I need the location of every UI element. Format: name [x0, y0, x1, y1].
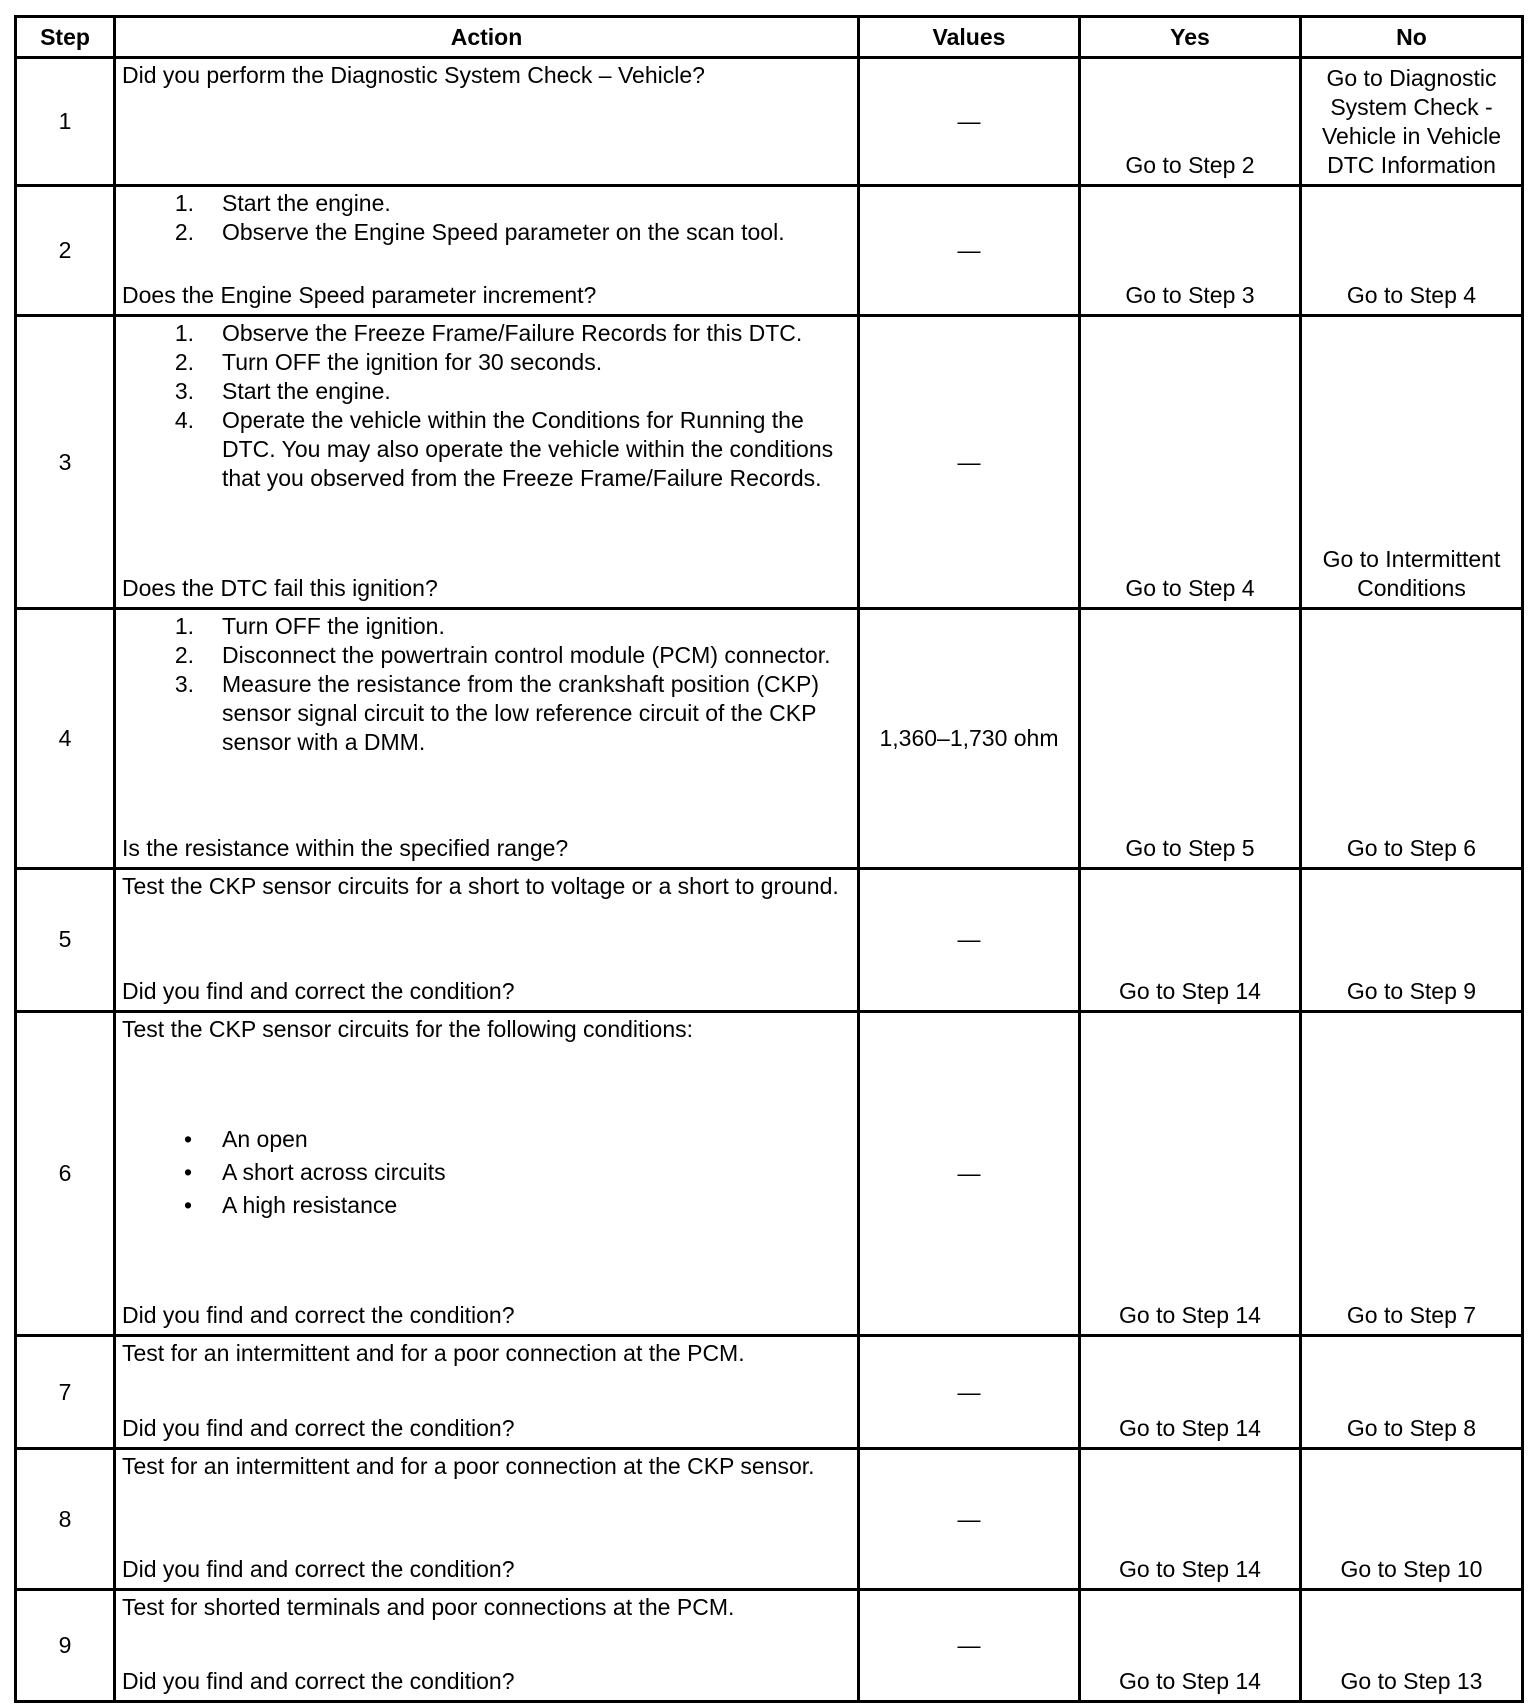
action-question: Did you find and correct the condition? — [122, 1556, 515, 1583]
step-index: 2. — [174, 219, 194, 246]
step-text: Observe the Freeze Frame/Failure Records for this DTC. — [222, 320, 803, 347]
action-question: Did you find and correct the condition? — [122, 1668, 515, 1694]
step-number: 3 — [16, 316, 115, 609]
action-steps — [122, 189, 851, 247]
values-cell: — — [859, 1336, 1080, 1449]
action-question: Does the DTC fail this ignition? — [122, 575, 438, 602]
list-item — [122, 1156, 851, 1189]
action-step — [122, 319, 851, 348]
header-yes: Yes — [1080, 17, 1301, 58]
table-row — [16, 869, 1523, 1011]
action-question: Does the Engine Speed parameter increment? — [122, 282, 597, 309]
action-step — [122, 612, 851, 641]
no-cell: Go to Step 4 — [1301, 186, 1523, 316]
action-step — [122, 189, 851, 218]
step-number: 2 — [16, 186, 115, 316]
step-text: Disconnect the powertrain control module (PCM) connector. — [222, 642, 831, 669]
action-cell — [115, 869, 859, 1011]
step-index: 3. — [174, 378, 194, 405]
table-row — [16, 1011, 1523, 1336]
step-index: 1. — [174, 613, 194, 640]
action-text: Test for an intermittent and for a poor connection at the PCM. — [122, 1340, 745, 1367]
step-number: 1 — [16, 58, 115, 186]
step-index: 1. — [174, 320, 194, 347]
action-step — [122, 377, 851, 406]
action-cell — [115, 316, 859, 609]
bullet-icon: • — [183, 1125, 192, 1152]
no-cell: Go to Step 6 — [1301, 609, 1523, 869]
bullet-icon: • — [183, 1191, 192, 1218]
table-row — [16, 1590, 1523, 1702]
action-cell — [115, 1336, 859, 1449]
list-item-text: A high resistance — [222, 1191, 398, 1218]
values-cell: 1,360–1,730 ohm — [859, 609, 1080, 869]
yes-cell: Go to Step 14 — [1080, 1336, 1301, 1449]
step-text: Turn OFF the ignition for 30 seconds. — [222, 349, 603, 376]
step-number: 8 — [16, 1448, 115, 1589]
no-cell: Go to Diagnostic System Check - Vehicle in Vehicle DTC Information — [1301, 58, 1523, 186]
no-cell: Go to Step 7 — [1301, 1011, 1523, 1336]
table-row — [16, 1448, 1523, 1589]
step-index: 2. — [174, 349, 194, 376]
values-cell: — — [859, 58, 1080, 186]
values-cell: — — [859, 1448, 1080, 1589]
action-cell — [115, 58, 859, 186]
no-cell: Go to Intermittent Conditions — [1301, 316, 1523, 609]
yes-cell: Go to Step 5 — [1080, 609, 1301, 869]
step-number: 6 — [16, 1011, 115, 1336]
action-steps — [122, 319, 851, 493]
header-action: Action — [115, 17, 859, 58]
step-index: 1. — [174, 190, 194, 217]
values-cell: — — [859, 869, 1080, 1011]
action-cell — [115, 1011, 859, 1336]
table-row — [16, 58, 1523, 186]
action-step — [122, 348, 851, 377]
header-step: Step — [16, 17, 115, 58]
yes-cell: Go to Step 3 — [1080, 186, 1301, 316]
action-cell — [115, 186, 859, 316]
yes-cell: Go to Step 14 — [1080, 1011, 1301, 1336]
bullet-icon: • — [183, 1158, 192, 1185]
action-cell — [115, 1448, 859, 1589]
action-text: Test the CKP sensor circuits for the following conditions: — [122, 1015, 694, 1042]
step-index: 2. — [174, 642, 194, 669]
action-cell — [115, 1590, 859, 1702]
action-text: Test the CKP sensor circuits for a short to voltage or a short to ground. — [122, 873, 839, 900]
values-cell: — — [859, 1011, 1080, 1336]
action-text: Test for an intermittent and for a poor connection at the CKP sensor. — [122, 1452, 815, 1479]
table-row — [16, 1336, 1523, 1449]
step-number: 4 — [16, 609, 115, 869]
list-item-text: A short across circuits — [222, 1158, 446, 1185]
yes-cell: Go to Step 4 — [1080, 316, 1301, 609]
values-cell: — — [859, 186, 1080, 316]
action-step — [122, 670, 851, 757]
action-cell — [115, 609, 859, 869]
action-step — [122, 406, 851, 493]
step-index: 4. — [174, 407, 194, 434]
action-question: Did you find and correct the condition? — [122, 977, 515, 1004]
no-cell: Go to Step 13 — [1301, 1590, 1523, 1702]
step-text: Observe the Engine Speed parameter on the scan tool. — [222, 219, 785, 246]
diagnostic-table — [14, 15, 1524, 1703]
yes-cell: Go to Step 14 — [1080, 869, 1301, 1011]
action-steps — [122, 612, 851, 757]
action-question: Did you find and correct the condition? — [122, 1414, 515, 1441]
table-row — [16, 186, 1523, 316]
step-index: 3. — [174, 671, 194, 698]
action-text: Test for shorted terminals and poor connections at the PCM. — [122, 1594, 735, 1621]
header-values: Values — [859, 17, 1080, 58]
values-cell: — — [859, 1590, 1080, 1702]
header-no: No — [1301, 17, 1523, 58]
no-cell: Go to Step 8 — [1301, 1336, 1523, 1449]
step-text: Start the engine. — [222, 378, 391, 405]
action-question: Is the resistance within the specified range? — [122, 835, 569, 862]
list-item-text: An open — [222, 1125, 308, 1152]
step-number: 9 — [16, 1590, 115, 1702]
list-item — [122, 1189, 851, 1222]
yes-cell: Go to Step 14 — [1080, 1590, 1301, 1702]
yes-cell: Go to Step 2 — [1080, 58, 1301, 186]
step-text: Measure the resistance from the crankshaft position (CKP) sensor signal circuit to the low reference circuit of the CKP sensor with a DMM. — [222, 671, 819, 756]
step-text: Turn OFF the ignition. — [222, 613, 445, 640]
yes-cell: Go to Step 14 — [1080, 1448, 1301, 1589]
step-text: Start the engine. — [222, 190, 391, 217]
step-number: 7 — [16, 1336, 115, 1449]
header-row — [16, 17, 1523, 58]
no-cell: Go to Step 9 — [1301, 869, 1523, 1011]
action-question: Did you find and correct the condition? — [122, 1302, 515, 1329]
table-row — [16, 316, 1523, 609]
step-text: Operate the vehicle within the Conditions for Running the DTC. You may also operate the vehicle within the conditions that you observed from the Freeze Frame/Failure Records. — [222, 407, 834, 492]
action-step — [122, 218, 851, 247]
step-number: 5 — [16, 869, 115, 1011]
list-item — [122, 1123, 851, 1156]
action-step — [122, 641, 851, 670]
no-cell: Go to Step 10 — [1301, 1448, 1523, 1589]
table-row — [16, 609, 1523, 869]
condition-list — [122, 1123, 851, 1222]
action-text: Did you perform the Diagnostic System Check – Vehicle? — [122, 62, 705, 88]
values-cell: — — [859, 316, 1080, 609]
